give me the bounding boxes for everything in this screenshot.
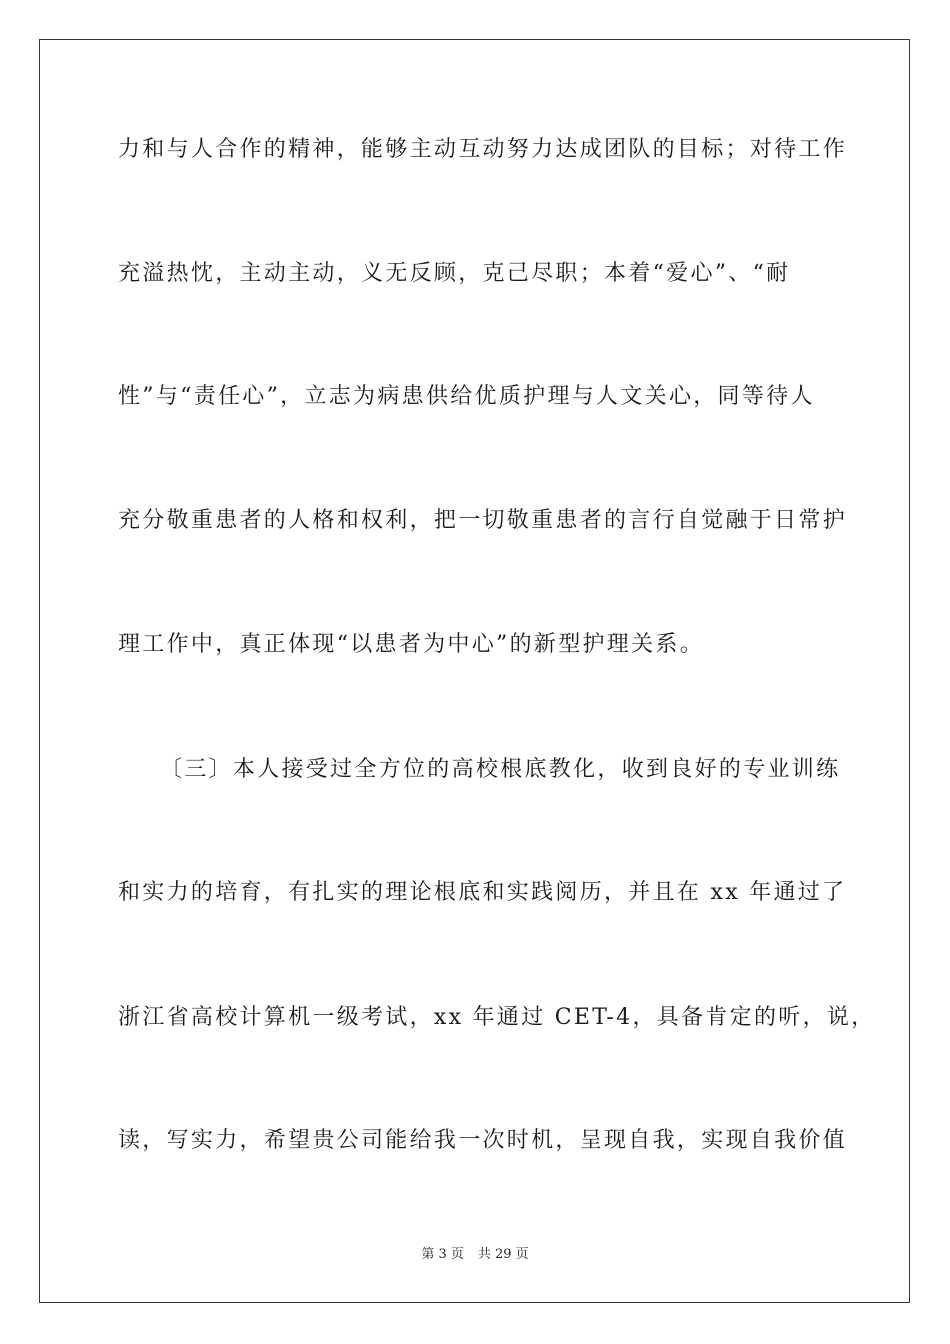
text-line: 和实力的培育，有扎实的理论根底和实践阅历，并且在 xx 年通过了 <box>118 880 847 905</box>
paragraph-start-line: 〔三〕本人接受过全方位的高校根底教化，收到良好的专业训练 <box>160 757 841 782</box>
text-line: 充分敬重患者的人格和权利，把一切敬重患者的言行自觉融于日常护 <box>118 508 848 533</box>
text-line: 浙江省高校计算机一级考试，xx 年通过 CET-4，具备肯定的听，说， <box>118 1005 876 1030</box>
text-line: 充溢热忱，主动主动，义无反顾，克己尽职；本着“爱心”、“耐 <box>118 261 791 286</box>
text-line: 理工作中，真正体现“以患者为中心”的新型护理关系。 <box>118 632 704 657</box>
page-footer <box>0 1246 950 1264</box>
text-line: 力和与人合作的精神，能够主动互动努力达成团队的目标；对待工作 <box>118 137 848 162</box>
text-line: 读，写实力，希望贵公司能给我一次时机，呈现自我，实现自我价值 <box>118 1128 848 1153</box>
current-page-number: 第 3 页 <box>421 1247 464 1262</box>
page-frame <box>39 39 910 1303</box>
total-pages: 共 29 页 <box>477 1247 529 1262</box>
text-line: 性”与“责任心”，立志为病患供给优质护理与人文关心，同等待人 <box>118 384 815 409</box>
